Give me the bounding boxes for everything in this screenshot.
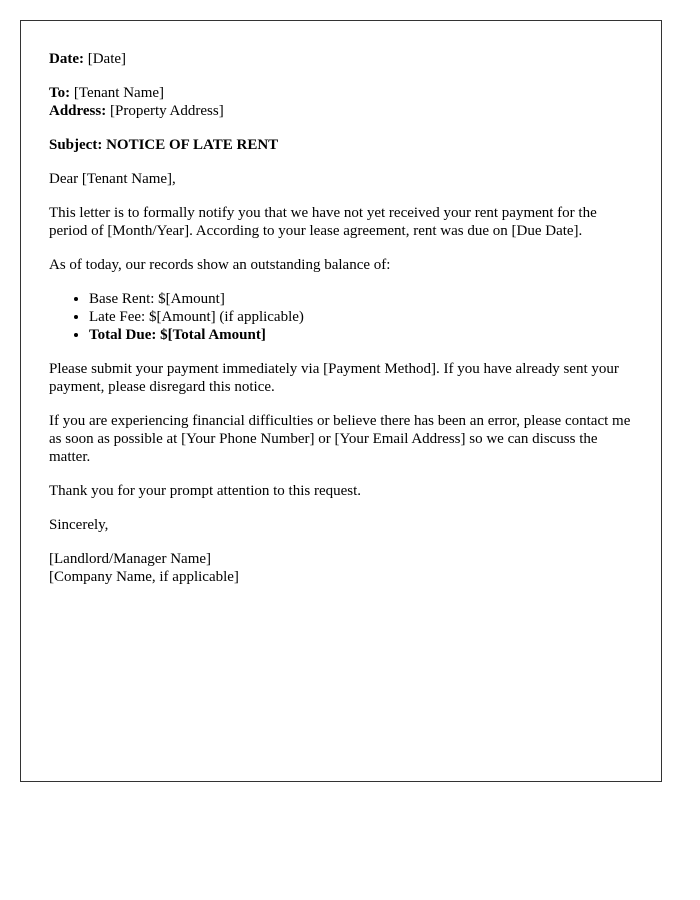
subject-line — [49, 136, 633, 154]
charge-item-total-due: • Total Due: $[Total Amount] — [89, 326, 633, 344]
signature-block — [49, 550, 633, 586]
date-line — [49, 50, 633, 68]
signer-name: [Landlord/Manager Name] — [49, 551, 212, 567]
to-value: [Tenant Name] — [70, 85, 165, 101]
recipient-block — [49, 84, 633, 120]
to-label: To: — [49, 85, 71, 101]
subject-label: Subject: — [49, 137, 103, 153]
paragraph-thanks: Thank you for your prompt attention to this request. — [49, 483, 362, 499]
to-line — [49, 84, 633, 102]
charges-list — [49, 290, 633, 344]
paragraph-contact: If you are experiencing financial difficulties or believe there has been an error, please contact me as soon as possible at [Your Phone Number] or [Your Email Address] so we can discuss the matter. — [49, 413, 631, 465]
paragraph-payment-request: Please submit your payment immediately via [Payment Method]. If you have already sent your payment, please disregard this notice. — [49, 361, 619, 395]
charge-item-base-rent: • Base Rent: $[Amount] — [89, 290, 633, 308]
charge-item-late-fee: • Late Fee: $[Amount] (if applicable) — [89, 308, 633, 326]
date-value: [Date] — [83, 51, 127, 67]
paragraph-notice: This letter is to formally notify you that we have not yet received your rent payment for the period of [Month/Year]. According to your lease agreement, rent was due on [Due Date]. — [49, 205, 597, 239]
signer-company: [Company Name, if applicable] — [49, 569, 239, 585]
paragraph-balance-intro: As of today, our records show an outstanding balance of: — [49, 257, 391, 273]
date-label: Date: — [49, 51, 84, 67]
address-value: [Property Address] — [106, 103, 224, 119]
greeting: Dear [Tenant Name], — [49, 171, 176, 187]
sign-off: Sincerely, — [49, 517, 109, 533]
letter-page — [20, 20, 662, 782]
address-line — [49, 102, 633, 120]
subject-value: NOTICE OF LATE RENT — [102, 137, 279, 153]
address-label: Address: — [49, 103, 107, 119]
